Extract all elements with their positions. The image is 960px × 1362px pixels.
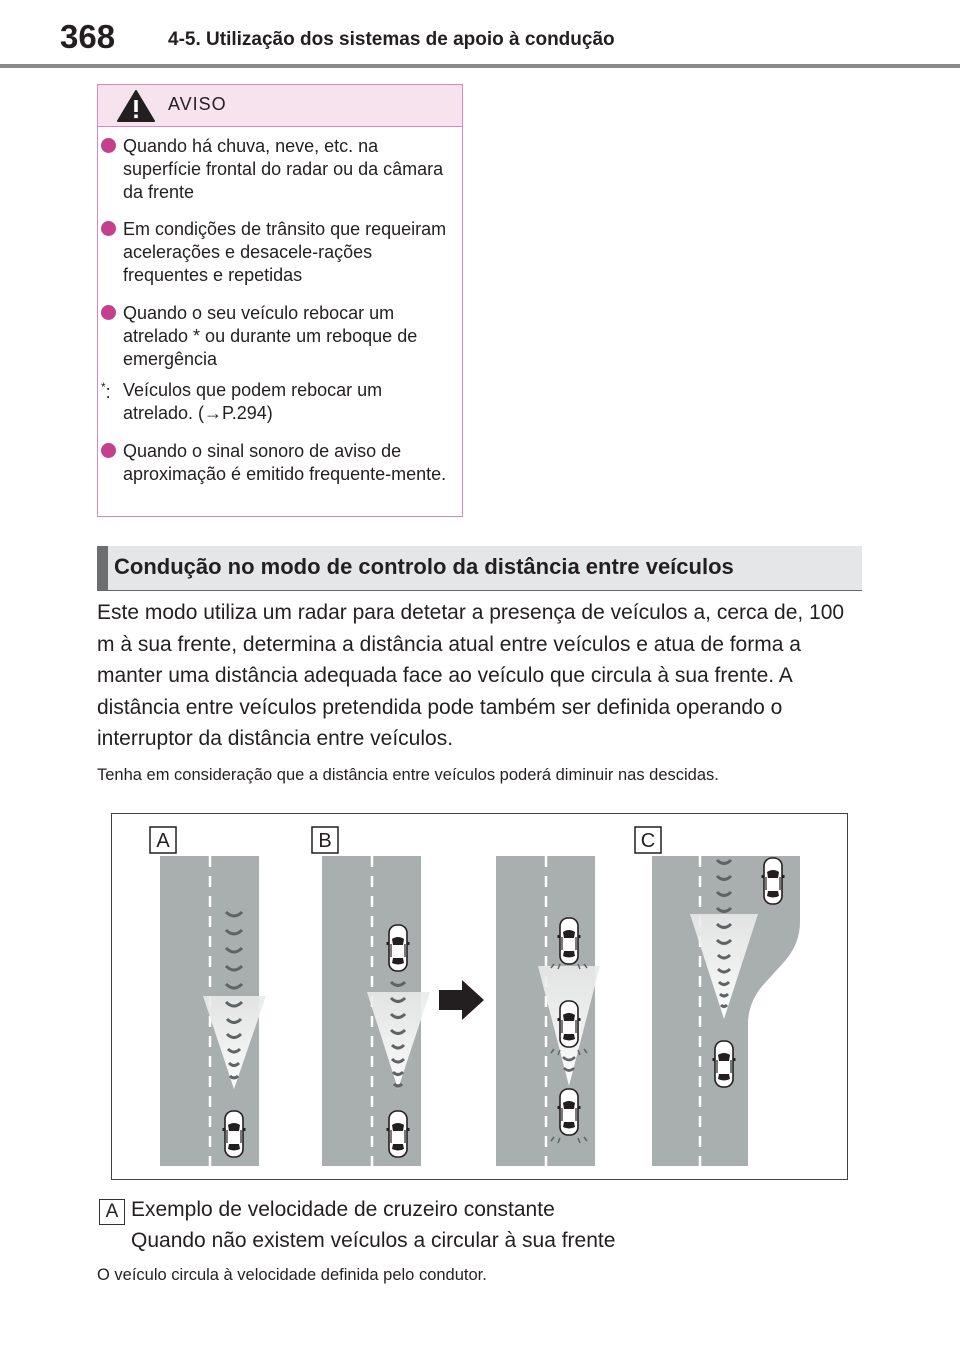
lead-car-c1	[558, 918, 581, 964]
warning-triangle-icon	[116, 89, 156, 123]
figure-label-b: B	[318, 830, 332, 852]
caption-line-1: Exemplo de velocidade de cruzeiro constante	[131, 1198, 555, 1221]
warning-box	[97, 84, 463, 517]
chapter-title: 4-5. Utilização dos sistemas de apoio à condução	[168, 29, 615, 50]
following-car-c1	[558, 1089, 581, 1135]
warning-footnote: *: Veículos que podem rebocar um atrelado. (→P.294)	[101, 380, 383, 423]
caption-label: A	[99, 1199, 125, 1225]
section-paragraph: Este modo utiliza um radar para detetar a presença de veículos a, cerca de, 100 m à sua frente, determina a distância atual entre veículos e atua de forma a manter uma distância adequada face ao veículo que circula à sua frente. A distância entre veículos pretendida pode também ser definida operando o interruptor da distância entre veículos.	[97, 601, 845, 751]
warning-item: Quando há chuva, neve, etc. na superfície frontal do radar ou da câmara da frente	[123, 135, 453, 204]
bullet-icon	[101, 138, 116, 153]
warning-item: Quando o sinal sonoro de aviso de aproximação é emitido frequente-mente.	[123, 440, 453, 486]
warning-header	[98, 85, 462, 127]
figure-label-a: A	[156, 830, 170, 852]
section-heading	[97, 546, 862, 591]
warning-item: Quando o seu veículo rebocar um atrelado * ou durante um reboque de emergência	[123, 302, 453, 371]
own-car-a	[223, 1111, 246, 1157]
page-number: 368	[60, 18, 116, 55]
lead-car-b	[387, 925, 410, 971]
own-car-c1	[558, 1001, 581, 1047]
footnote-mark: *	[101, 380, 106, 394]
section-bar	[97, 546, 108, 590]
page-reference[interactable]: P.294)	[222, 403, 273, 423]
arrow-right-icon: →	[204, 403, 223, 423]
own-car-c2	[713, 1041, 736, 1087]
caption-line-2: Quando não existem veículos a circular à sua frente	[131, 1229, 616, 1252]
radar-illustration	[112, 814, 846, 1178]
bullet-icon	[101, 443, 116, 458]
footnote-text: Veículos que podem rebocar um atrelado. (	[123, 380, 383, 423]
section-note: Tenha em consideração que a distância entre veículos poderá diminuir nas descidas.	[97, 766, 719, 784]
merging-car-c2	[762, 858, 785, 904]
warning-title: AVISO	[168, 94, 227, 114]
warning-item: Em condições de trânsito que requeiram acelerações e desacele-rações frequentes e repetidas	[123, 218, 453, 287]
own-car-b	[387, 1111, 410, 1157]
transition-arrow-icon	[439, 980, 484, 1020]
figure-label-c: C	[640, 830, 656, 852]
bullet-icon	[101, 305, 116, 320]
bullet-icon	[101, 221, 116, 236]
header-rule	[0, 64, 960, 68]
figure-frame	[111, 813, 848, 1180]
caption-note: O veículo circula à velocidade definida pelo condutor.	[97, 1266, 487, 1284]
section-title: Condução no modo de controlo da distância entre veículos	[114, 554, 734, 579]
